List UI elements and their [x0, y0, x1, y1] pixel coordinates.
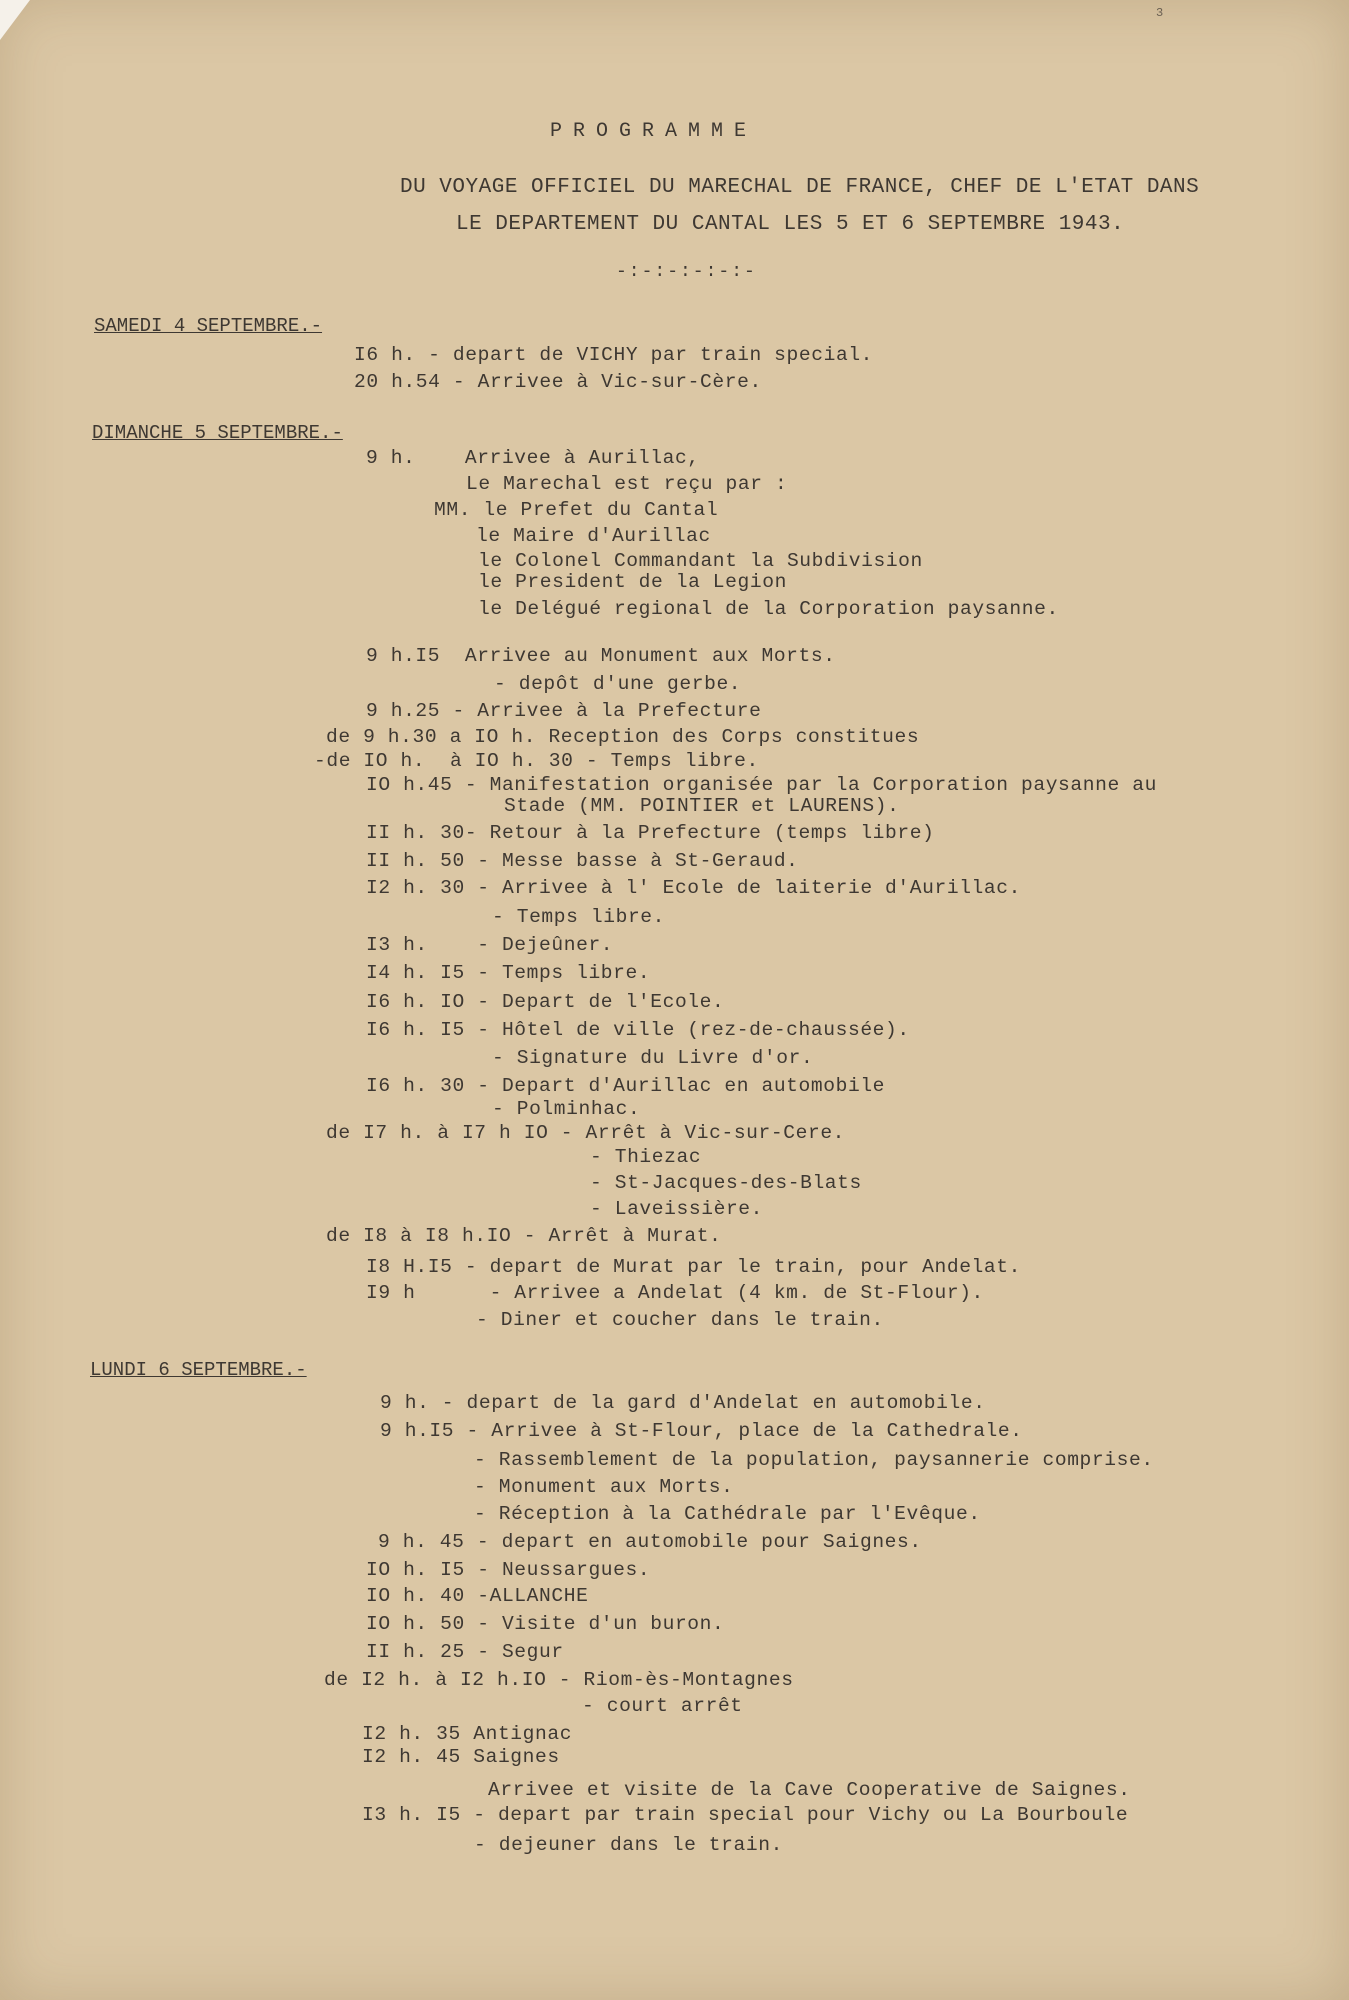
schedule-line: - Laveissière.: [590, 1198, 764, 1220]
schedule-line: I4 h. I5 - Temps libre.: [366, 962, 651, 984]
schedule-line: - Monument aux Morts.: [474, 1476, 734, 1498]
schedule-line: 20 h.54 - Arrivee à Vic-sur-Cère.: [354, 371, 762, 393]
schedule-line: le Colonel Commandant la Subdivision: [478, 550, 923, 572]
schedule-line: IO h.45 - Manifestation organisée par la Corporation paysanne au: [366, 774, 1157, 796]
schedule-line: 9 h.I5 - Arrivee à St-Flour, place de la Cathedrale.: [380, 1420, 1023, 1442]
schedule-line: - Diner et coucher dans le train.: [476, 1309, 884, 1331]
schedule-line: - Rassemblement de la population, paysannerie comprise.: [474, 1449, 1154, 1471]
schedule-line: de I2 h. à I2 h.IO - Riom-ès-Montagnes: [324, 1669, 794, 1691]
schedule-line: Le Marechal est reçu par :: [466, 473, 788, 495]
document-subtitle-line-1: DU VOYAGE OFFICIEL DU MARECHAL DE FRANCE, CHEF DE L'ETAT DANS: [400, 176, 1200, 199]
schedule-line: II h. 25 - Segur: [366, 1641, 564, 1663]
document-title: PROGRAMME: [550, 120, 758, 143]
day-heading-samedi: SAMEDI 4 SEPTEMBRE.-: [94, 315, 323, 337]
schedule-line: I2 h. 45 Saignes: [362, 1746, 560, 1768]
schedule-line: 9 h. 45 - depart en automobile pour Saignes.: [378, 1531, 922, 1553]
schedule-line: 9 h. Arrivee à Aurillac,: [366, 447, 700, 469]
schedule-line: - Thiezac: [590, 1146, 702, 1168]
document-subtitle-line-2: LE DEPARTEMENT DU CANTAL LES 5 ET 6 SEPTEMBRE 1943.: [456, 213, 1125, 236]
schedule-line: le Delégué regional de la Corporation paysanne.: [478, 598, 1059, 620]
schedule-line: - St-Jacques-des-Blats: [590, 1172, 862, 1194]
schedule-line: I3 h. - Dejeûner.: [366, 934, 614, 956]
schedule-line: I3 h. I5 - depart par train special pour Vichy ou La Bourboule: [362, 1804, 1129, 1826]
schedule-line: IO h. I5 - Neussargues.: [366, 1559, 651, 1581]
separator: -:-:-:-:-:-: [616, 262, 757, 282]
schedule-line: MM. le Prefet du Cantal: [434, 499, 719, 521]
schedule-line: 9 h.25 - Arrivee à la Prefecture: [366, 700, 762, 722]
schedule-line: II h. 50 - Messe basse à St-Geraud.: [366, 850, 799, 872]
schedule-line: le President de la Legion: [478, 571, 787, 593]
day-heading-dimanche: DIMANCHE 5 SEPTEMBRE.-: [92, 422, 343, 444]
schedule-line: le Maire d'Aurillac: [476, 525, 711, 547]
schedule-line: I9 h - Arrivee a Andelat (4 km. de St-Flour).: [366, 1282, 984, 1304]
schedule-line: - Réception à la Cathédrale par l'Evêque.: [474, 1503, 981, 1525]
schedule-line: 9 h. - depart de la gard d'Andelat en automobile.: [380, 1392, 986, 1414]
schedule-line: I6 h. I5 - Hôtel de ville (rez-de-chaussée).: [366, 1019, 910, 1041]
page-number: 3: [1156, 6, 1164, 20]
schedule-line: I6 h. - depart de VICHY par train special.: [354, 344, 874, 366]
schedule-line: - Polminhac.: [492, 1098, 641, 1120]
schedule-line: I2 h. 35 Antignac: [362, 1723, 573, 1745]
schedule-line: de I8 à I8 h.IO - Arrêt à Murat.: [326, 1225, 722, 1247]
schedule-line: Stade (MM. POINTIER et LAURENS).: [504, 795, 900, 817]
schedule-line: - court arrêt: [582, 1695, 743, 1717]
schedule-line: I2 h. 30 - Arrivee à l' Ecole de laiterie d'Aurillac.: [366, 877, 1021, 899]
schedule-line: Arrivee et visite de la Cave Cooperative de Saignes.: [488, 1779, 1131, 1801]
schedule-line: I6 h. 30 - Depart d'Aurillac en automobile: [366, 1075, 886, 1097]
schedule-line: - dejeuner dans le train.: [474, 1834, 783, 1856]
schedule-line: -de IO h. à IO h. 30 - Temps libre.: [314, 750, 759, 772]
schedule-line: de I7 h. à I7 h IO - Arrêt à Vic-sur-Cere.: [326, 1122, 846, 1144]
schedule-line: I6 h. IO - Depart de l'Ecole.: [366, 991, 725, 1013]
schedule-line: - depôt d'une gerbe.: [494, 673, 742, 695]
schedule-line: - Temps libre.: [492, 906, 666, 928]
schedule-line: II h. 30- Retour à la Prefecture (temps libre): [366, 822, 935, 844]
schedule-line: - Signature du Livre d'or.: [492, 1047, 814, 1069]
schedule-line: de 9 h.30 a IO h. Reception des Corps constitues: [326, 726, 920, 748]
schedule-line: IO h. 40 -ALLANCHE: [366, 1585, 589, 1607]
day-heading-lundi: LUNDI 6 SEPTEMBRE.-: [90, 1359, 307, 1381]
schedule-line: I8 H.I5 - depart de Murat par le train, pour Andelat.: [366, 1256, 1021, 1278]
schedule-line: IO h. 50 - Visite d'un buron.: [366, 1613, 725, 1635]
schedule-line: 9 h.I5 Arrivee au Monument aux Morts.: [366, 645, 836, 667]
